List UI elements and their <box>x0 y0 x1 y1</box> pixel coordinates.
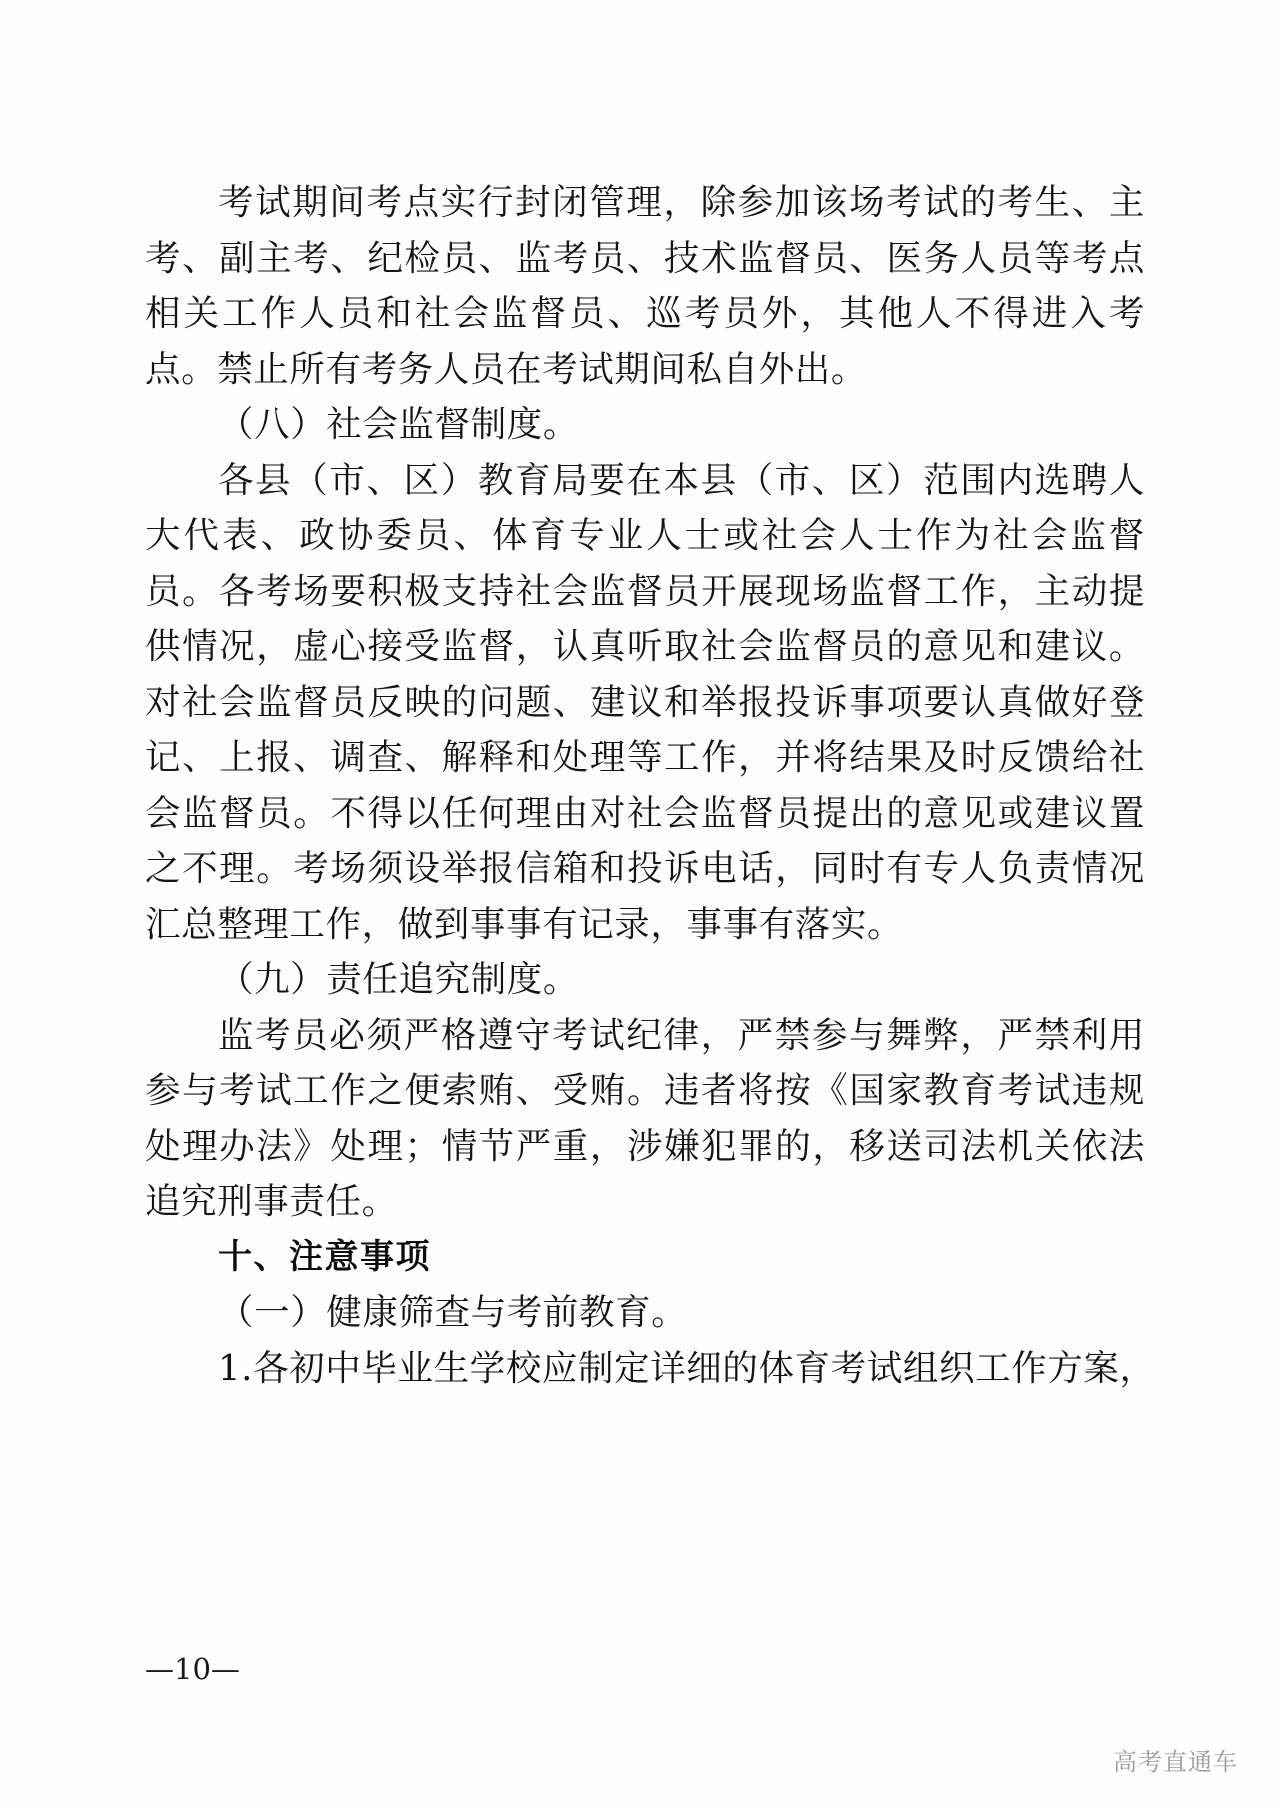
numbered-item-1: 1.各初中毕业生学校应制定详细的体育考试组织工作方案， <box>218 1347 1156 1389</box>
page-number: —10— <box>145 1652 240 1686</box>
subheading-social-supervision-system: （八）社会监督制度。 <box>218 404 580 445</box>
paragraph-social-supervisor-duties: 各县（市、区）教育局要在本县（市、区）范围内选聘人大代表、政协委员、体育专业人士或社会人士作为社会监督员。各考场要积极支持社会监督员开展现场监督工作，主动提供情况，虚心接受监督，认真听取社会监督员的意见和建议。对社会监督员反映的问题、建议和举报投诉事项要认真做好登记、上报、调查、解释和处理等工作，并将结果及时反馈给社会监督员。不得以任何理由对社会监督员提出的意见或建议置之不理。考场须设举报信箱和投诉电话，同时有专人负责情况汇总整理工作，做到事事有记录，事事有落实。 <box>145 459 1145 945</box>
watermark: 高考直通车 <box>1113 1748 1238 1776</box>
subheading-health-screening: （一）健康筛查与考前教育。 <box>218 1292 688 1333</box>
document-body <box>145 175 1156 1396</box>
paragraph-invigilator-discipline: 监考员必须严格遵守考试纪律，严禁参与舞弊，严禁利用参与考试工作之便索贿、受贿。违者将按《国家教育考试违规处理办法》处理；情节严重，涉嫌犯罪的，移送司法机关依法追究刑事责任。 <box>145 1014 1145 1222</box>
subheading-accountability-system: （九）责任追究制度。 <box>218 959 580 1000</box>
section-heading-notes: 十、注意事项 <box>218 1236 431 1277</box>
paragraph-closed-management: 考试期间考点实行封闭管理，除参加该场考试的考生、主考、副主考、纪检员、监考员、技术监督员、医务人员等考点相关工作人员和社会监督员、巡考员外，其他人不得进入考点。禁止所有考务人员在考试期间私自外出。 <box>145 182 1145 390</box>
